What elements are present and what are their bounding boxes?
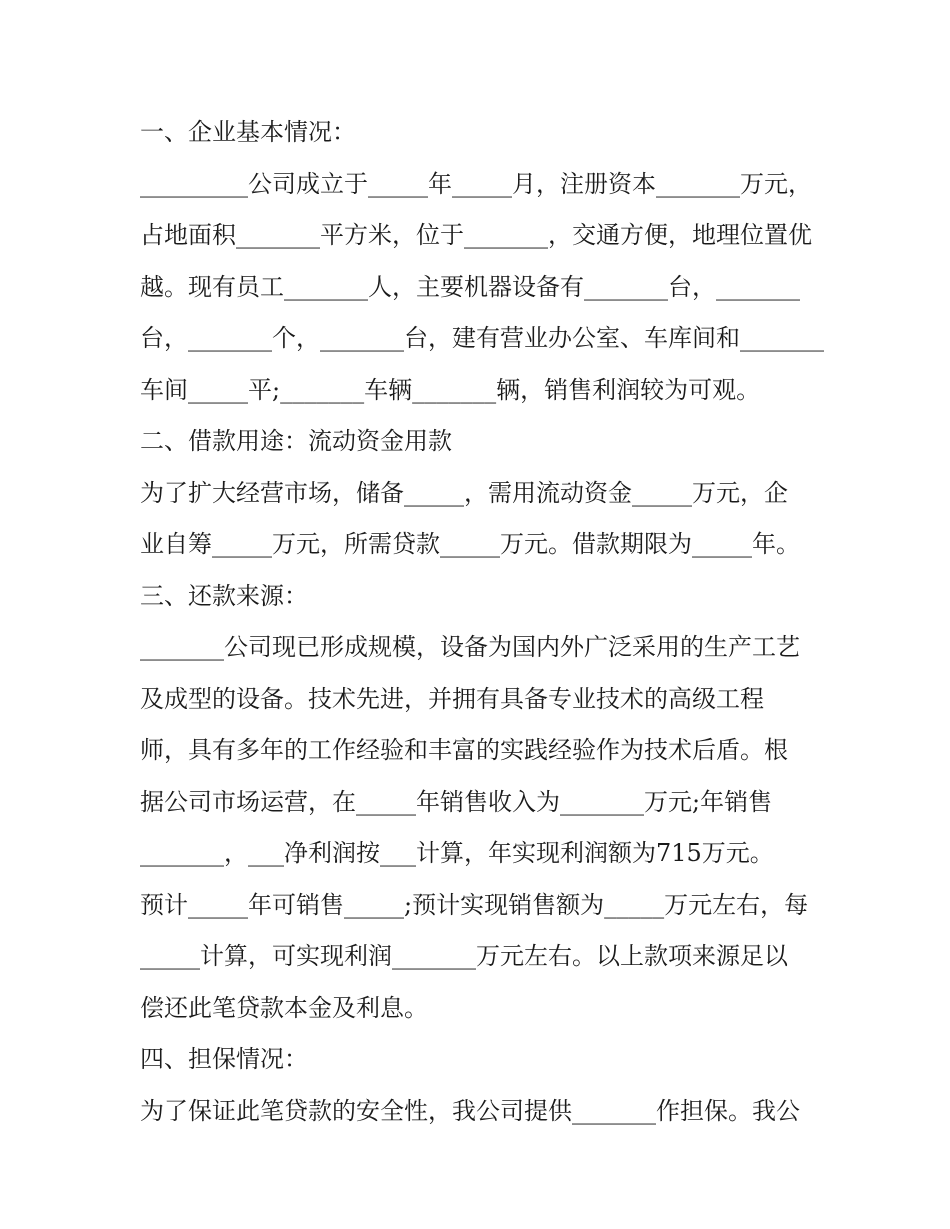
paragraph-line: _____计算，可实现利润_______万元左右。以上款项来源足以: [140, 942, 788, 970]
paragraph-line: 偿还此笔贷款本金及利息。: [140, 993, 428, 1022]
section-heading-basic-info: 一、企业基本情况：: [140, 118, 356, 146]
paragraph-line: 据公司市场运营，在_____年销售收入为_______万元;年销售: [140, 787, 773, 816]
paragraph-line: 师，具有多年的工作经验和丰富的实践经验作为技术后盾。根: [140, 736, 788, 764]
paragraph-line: _______，___净利润按___计算，年实现利润额为715万元。: [140, 839, 774, 867]
paragraph-line: 及成型的设备。技术先进，并拥有具备专业技术的高级工程: [140, 684, 764, 713]
section-heading-loan-purpose: 二、借款用途：流动资金用款: [140, 427, 452, 455]
paragraph-line: 占地面积_______平方米，位于_______，交通方便，地理位置优: [140, 221, 812, 249]
paragraph-line: 越。现有员工_______人，主要机器设备有_______台，_______: [140, 272, 800, 301]
paragraph-line: 为了扩大经营市场，储备_____，需用流动资金_____万元，企: [140, 478, 788, 507]
paragraph-line: 为了保证此笔贷款的安全性，我公司提供_______作担保。我公: [140, 1096, 800, 1125]
paragraph-line: 业自筹_____万元，所需贷款_____万元。借款期限为_____年。: [140, 530, 800, 558]
paragraph-line: _________公司成立于_____年_____月，注册资本_______万元，: [140, 169, 812, 198]
paragraph-line: 预计_____年可销售_____;预计实现销售额为_____万元左右，每: [140, 890, 809, 919]
paragraph-line: 车间_____平;_______车辆_______辆，销售利润较为可观。: [140, 375, 761, 404]
document-body: [140, 107, 824, 1137]
paragraph-line: _______公司现已形成规模，设备为国内外广泛采用的生产工艺: [140, 633, 800, 661]
paragraph-line: 台，_______个，_______台，建有营业办公室、车库间和_______: [140, 324, 824, 352]
section-heading-repayment-source: 三、还款来源：: [140, 581, 308, 610]
section-heading-guarantee: 四、担保情况：: [140, 1045, 308, 1073]
